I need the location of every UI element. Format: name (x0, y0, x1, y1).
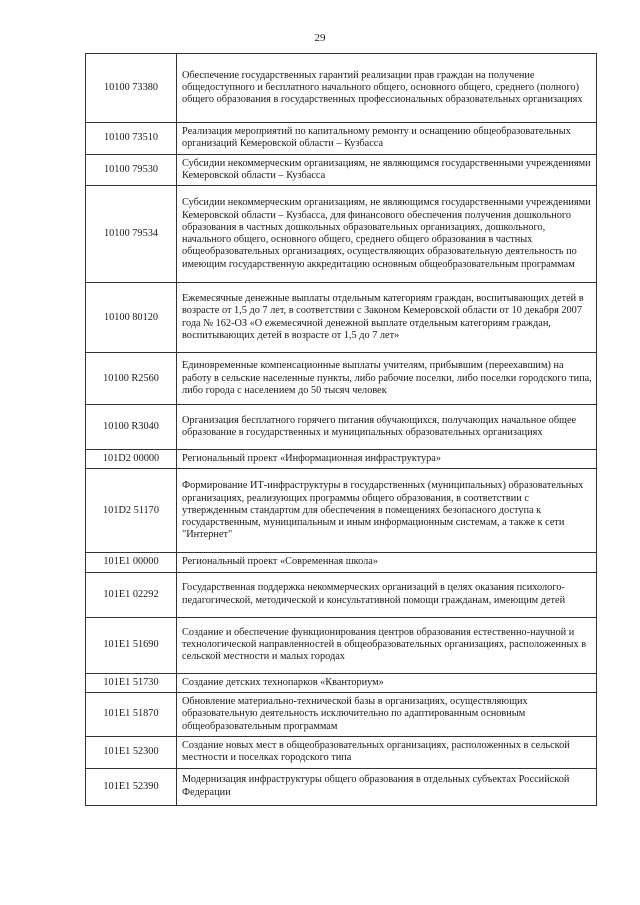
budget-code-cell: 101E1 02292 (86, 572, 177, 617)
table-row (86, 186, 597, 283)
description-cell: Региональный проект «Информационная инфраструктура» (177, 450, 597, 469)
table-row (86, 469, 597, 553)
table-row (86, 617, 597, 673)
table-row (86, 123, 597, 155)
budget-code-cell: 101D2 00000 (86, 450, 177, 469)
description-cell: Формирование ИТ-инфраструктуры в государственных (муниципальных) образовательных организациях, реализующих программы общего образования, в соответствии с утвержденным стандартом для обеспечения в помещениях безопасного доступа к государственным, муниципальным и иным информационным системам, а также к сети "Интернет" (177, 469, 597, 553)
table-row (86, 405, 597, 450)
description-cell: Обновление материально-технической базы в организациях, осуществляющих образовательную деятельность исключительно по адаптированным основным общеобразовательным программам (177, 693, 597, 737)
budget-code-cell: 101E1 52300 (86, 737, 177, 769)
budget-code-cell: 101E1 00000 (86, 553, 177, 572)
budget-code-cell: 10100 80120 (86, 283, 177, 353)
description-cell: Ежемесячные денежные выплаты отдельным категориям граждан, воспитывающих детей в возрасте от 1,5 до 7 лет, в соответствии с Законом Кемеровской области от 10 декабря 2007 года № 162-ОЗ «О ежемесячной денежной выплате отдельным категориям граждан, воспитывающих детей в возрасте от 1,5 до 7 лет» (177, 283, 597, 353)
budget-code-cell: 10100 73510 (86, 123, 177, 155)
table-row (86, 673, 597, 692)
table-row (86, 154, 597, 186)
table-row (86, 54, 597, 123)
budget-classification-table (85, 53, 597, 806)
table-row (86, 353, 597, 405)
description-cell: Региональный проект «Современная школа» (177, 553, 597, 572)
table-row (86, 450, 597, 469)
description-cell: Единовременные компенсационные выплаты учителям, прибывшим (переехавшим) на работу в сельские населенные пункты, либо рабочие поселки, либо поселки городского типа, либо города с населением до 50 тысяч человек (177, 353, 597, 405)
description-cell: Субсидии некоммерческим организациям, не являющимся государственными учреждениями Кемеровской области – Кузбасса, для финансового обеспечения получения дошкольного образования в частных дошкольных образовательных организациях, дошкольного, начального общего, основного общего, среднего общего образования в частных общеобразовательных организациях, осуществляющих образовательную деятельность по имеющим государственную аккредитацию основным общеобразовательным программам (177, 186, 597, 283)
table-row (86, 572, 597, 617)
description-cell: Создание новых мест в общеобразовательных организациях, расположенных в сельской местности и поселках городского типа (177, 737, 597, 769)
budget-code-cell: 10100 R2560 (86, 353, 177, 405)
budget-code-cell: 10100 73380 (86, 54, 177, 123)
budget-code-cell: 10100 79534 (86, 186, 177, 283)
budget-code-cell: 10100 R3040 (86, 405, 177, 450)
table-body (86, 54, 597, 806)
description-cell: Создание и обеспечение функционирования центров образования естественно-научной и технологической направленностей в общеобразовательных организациях, расположенных в сельской местности и малых городах (177, 617, 597, 673)
budget-code-cell: 10100 79530 (86, 154, 177, 186)
budget-code-cell: 101D2 51170 (86, 469, 177, 553)
table-row (86, 553, 597, 572)
description-cell: Организация бесплатного горячего питания обучающихся, получающих начальное общее образование в государственных и муниципальных образовательных организациях (177, 405, 597, 450)
description-cell: Создание детских технопарков «Кванториум» (177, 673, 597, 692)
description-cell: Государственная поддержка некоммерческих организаций в целях оказания психолого-педагогической, методической и консультативной помощи гражданам, имеющим детей (177, 572, 597, 617)
table-row (86, 737, 597, 769)
table-row (86, 693, 597, 737)
budget-code-cell: 101E1 51730 (86, 673, 177, 692)
description-cell: Субсидии некоммерческим организациям, не являющимся государственными учреждениями Кемеровской области – Кузбасса (177, 154, 597, 186)
budget-code-cell: 101E1 51870 (86, 693, 177, 737)
table-row (86, 283, 597, 353)
description-cell: Модернизация инфраструктуры общего образования в отдельных субъектах Российской Федерации (177, 768, 597, 805)
description-cell: Реализация мероприятий по капитальному ремонту и оснащению общеобразовательных организаций Кемеровской области – Кузбасса (177, 123, 597, 155)
page-number: 29 (314, 32, 326, 44)
budget-code-cell: 101E1 51690 (86, 617, 177, 673)
table-row (86, 768, 597, 805)
budget-code-cell: 101E1 52390 (86, 768, 177, 805)
description-cell: Обеспечение государственных гарантий реализации прав граждан на получение общедоступного и бесплатного начального общего, основного общего, среднего (полного) общего образования в государственных профессиональных образовательных организациях (177, 54, 597, 123)
